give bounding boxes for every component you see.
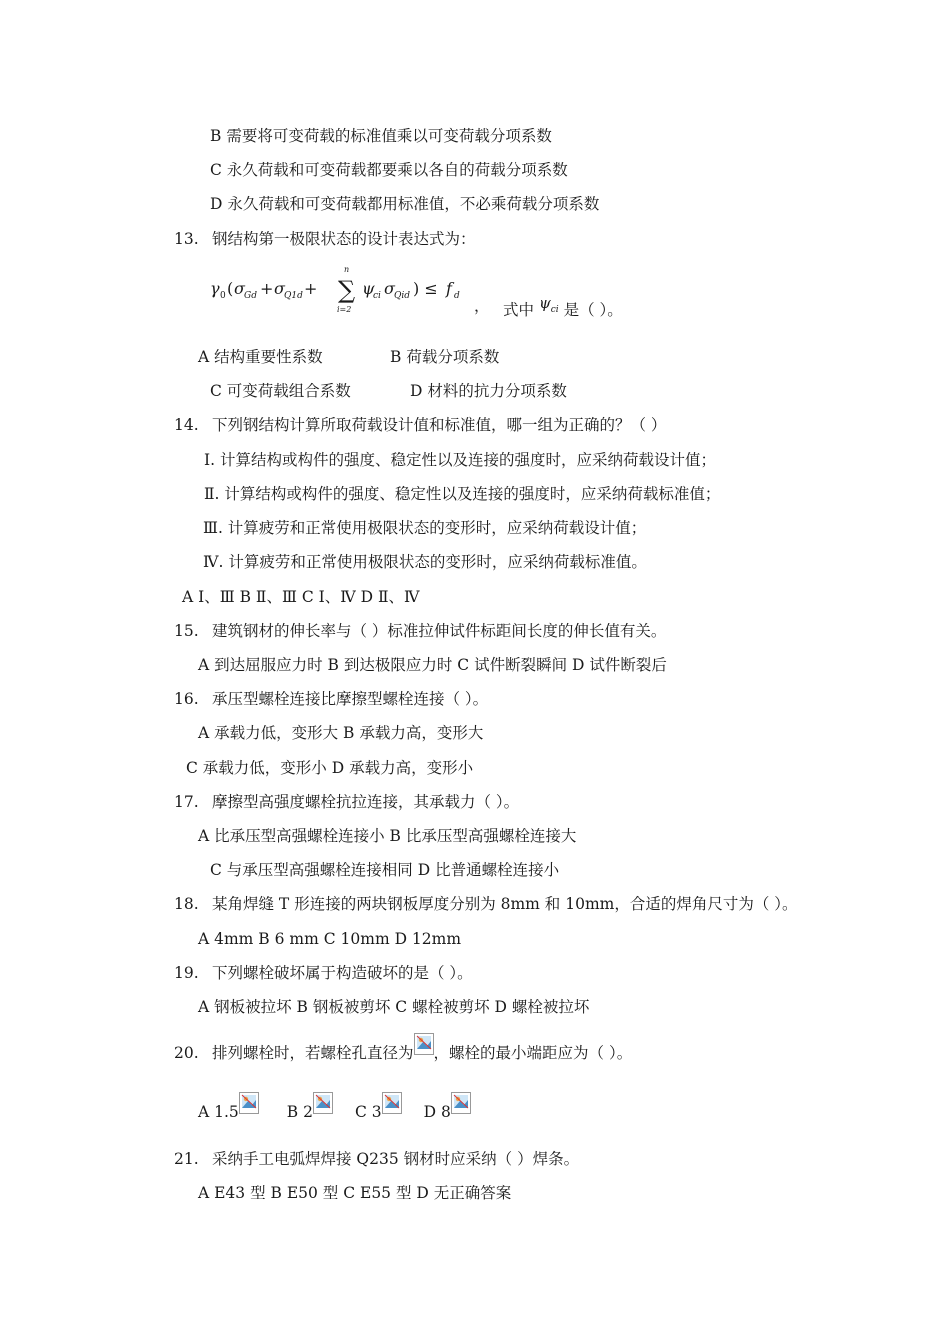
broken-image-icon (239, 1092, 259, 1114)
q14-statement-1: Ⅰ. 计算结构或构件的强度、稳定性以及连接的强度时，应采纳荷载设计值； (204, 451, 716, 469)
q19-number: 19. (174, 964, 199, 982)
q12-option-b: B 需要将可变荷载的标准值乘以可变荷载分项系数 (210, 127, 552, 145)
svg-text:Qid: Qid (394, 291, 411, 301)
design-expression-formula (208, 262, 470, 318)
q16-number: 16. (174, 690, 199, 708)
svg-text:σ: σ (274, 279, 285, 298)
broken-image-icon (451, 1092, 471, 1114)
q15-text: 建筑钢材的伸长率与（ ）标准拉伸试件标距间长度的伸长值有关。 (212, 622, 667, 640)
svg-text:d: d (454, 291, 460, 301)
broken-image-icon (414, 1033, 434, 1055)
q18-stem (174, 894, 798, 914)
q14-stem (174, 415, 666, 435)
q21-stem (174, 1149, 579, 1169)
q17-number: 17. (174, 793, 199, 811)
svg-text:ci: ci (373, 291, 381, 301)
broken-image-icon (382, 1092, 402, 1114)
q14-options: A Ⅰ、Ⅲ B Ⅱ、Ⅲ C Ⅰ、Ⅳ D Ⅱ、Ⅳ (182, 588, 420, 606)
q19-stem (174, 963, 473, 983)
q17-text: 摩擦型高强度螺栓抗拉连接，其承载力（ ）。 (212, 793, 520, 811)
q18-number: 18. (174, 895, 199, 913)
svg-text:σ: σ (384, 279, 395, 298)
q13-after-post: 是（ ）。 (563, 301, 623, 319)
svg-text:+: + (304, 279, 318, 298)
q20-options (198, 1100, 471, 1122)
q14-statement-3: Ⅲ. 计算疲劳和正常使用极限状态的变形时，应采纳荷载设计值； (203, 519, 647, 537)
q12-option-c: C 永久荷载和可变荷载都要乘以各自的荷载分项系数 (210, 161, 568, 179)
q16-text: 承压型螺栓连接比摩擦型螺栓连接（ ）。 (212, 690, 489, 708)
q13-option-a: A 结构重要性系数 (198, 348, 323, 366)
svg-text:i=2: i=2 (337, 305, 352, 314)
broken-image-icon (313, 1092, 333, 1114)
svg-text:σ: σ (234, 279, 245, 298)
q15-stem (174, 621, 666, 641)
q19-options: A 钢板被拉坏 B 钢板被剪坏 C 螺栓被剪坏 D 螺栓被拉坏 (198, 998, 590, 1016)
q13-text: 钢结构第一极限状态的设计表达式为： (212, 230, 476, 248)
svg-text:+: + (260, 279, 274, 298)
q13-after-formula (503, 294, 623, 327)
q18-text: 某角焊缝 T 形连接的两块钢板厚度分别为 8mm 和 10mm，合适的焊角尺寸为（ ）。 (212, 895, 798, 913)
svg-text:f: f (446, 279, 452, 298)
psi-symbol: $\psi_{ci}$ (538, 294, 559, 315)
q16-options-cd: C 承载力低，变形小 D 承载力高，变形小 (186, 759, 474, 777)
q21-number: 21. (174, 1150, 199, 1168)
q13-option-b: B 荷载分项系数 (390, 348, 500, 366)
q13-stem (174, 229, 476, 249)
q20-option-d: D 8 (423, 1103, 451, 1121)
q13-option-d: D 材料的抗力分项系数 (410, 382, 567, 400)
svg-text:(: ( (227, 279, 234, 298)
svg-text:∑: ∑ (338, 276, 356, 304)
q17-options-cd: C 与承压型高强螺栓连接相同 D 比普通螺栓连接小 (210, 861, 560, 879)
svg-text:) ≤: ) ≤ (413, 279, 438, 298)
q20-option-b: B 2 (286, 1103, 313, 1121)
svg-text:γ: γ (210, 279, 220, 298)
svg-text:0: 0 (220, 291, 226, 301)
q13-formula-comma: ， (474, 297, 490, 315)
q20-stem (174, 1041, 632, 1063)
q14-statement-2: Ⅱ. 计算结构或构件的强度、稳定性以及连接的强度时，应采纳荷载标准值； (204, 485, 721, 503)
q14-text: 下列钢结构计算所取荷载设计值和标准值，哪一组为正确的？（ ） (212, 416, 667, 434)
q16-options-ab: A 承载力低，变形大 B 承载力高，变形大 (198, 724, 484, 742)
q17-options-ab: A 比承压型高强螺栓连接小 B 比承压型高强螺栓连接大 (198, 827, 577, 845)
svg-text:ψ: ψ (362, 279, 375, 298)
q13-after-pre: 式中 (503, 301, 535, 319)
q14-statement-4: Ⅳ. 计算疲劳和正常使用极限状态的变形时，应采纳荷载标准值。 (203, 553, 647, 571)
q21-text: 采纳手工电弧焊焊接 Q235 钢材时应采纳（ ）焊条。 (212, 1150, 580, 1168)
q13-option-c: C 可变荷载组合系数 (210, 382, 351, 400)
q21-options: A E43 型 B E50 型 C E55 型 D 无正确答案 (198, 1184, 512, 1202)
q13-number: 13. (174, 230, 199, 248)
q19-text: 下列螺栓破坏属于构造破坏的是（ ）。 (212, 964, 473, 982)
q15-options: A 到达屈服应力时 B 到达极限应力时 C 试件断裂瞬间 D 试件断裂后 (198, 656, 667, 674)
q16-stem (174, 689, 488, 709)
svg-text:n: n (344, 265, 350, 274)
q20-text-pre: 排列螺栓时，若螺栓孔直径为 (212, 1044, 414, 1062)
q20-option-c: C 3 (354, 1103, 382, 1121)
svg-text:Q1d: Q1d (284, 291, 303, 301)
q17-stem (174, 792, 519, 812)
q14-number: 14. (174, 416, 199, 434)
q15-number: 15. (174, 622, 199, 640)
q18-options: A 4mm B 6 mm C 10mm D 12mm (198, 930, 462, 948)
q20-text-post: ，螺栓的最小端距应为（ ）。 (433, 1044, 633, 1062)
q20-option-a: A 1.5 (198, 1103, 239, 1121)
q12-option-d: D 永久荷载和可变荷载都用标准值，不必乘荷载分项系数 (210, 195, 600, 213)
svg-text:Gd: Gd (244, 291, 257, 301)
q20-number: 20. (174, 1044, 199, 1062)
